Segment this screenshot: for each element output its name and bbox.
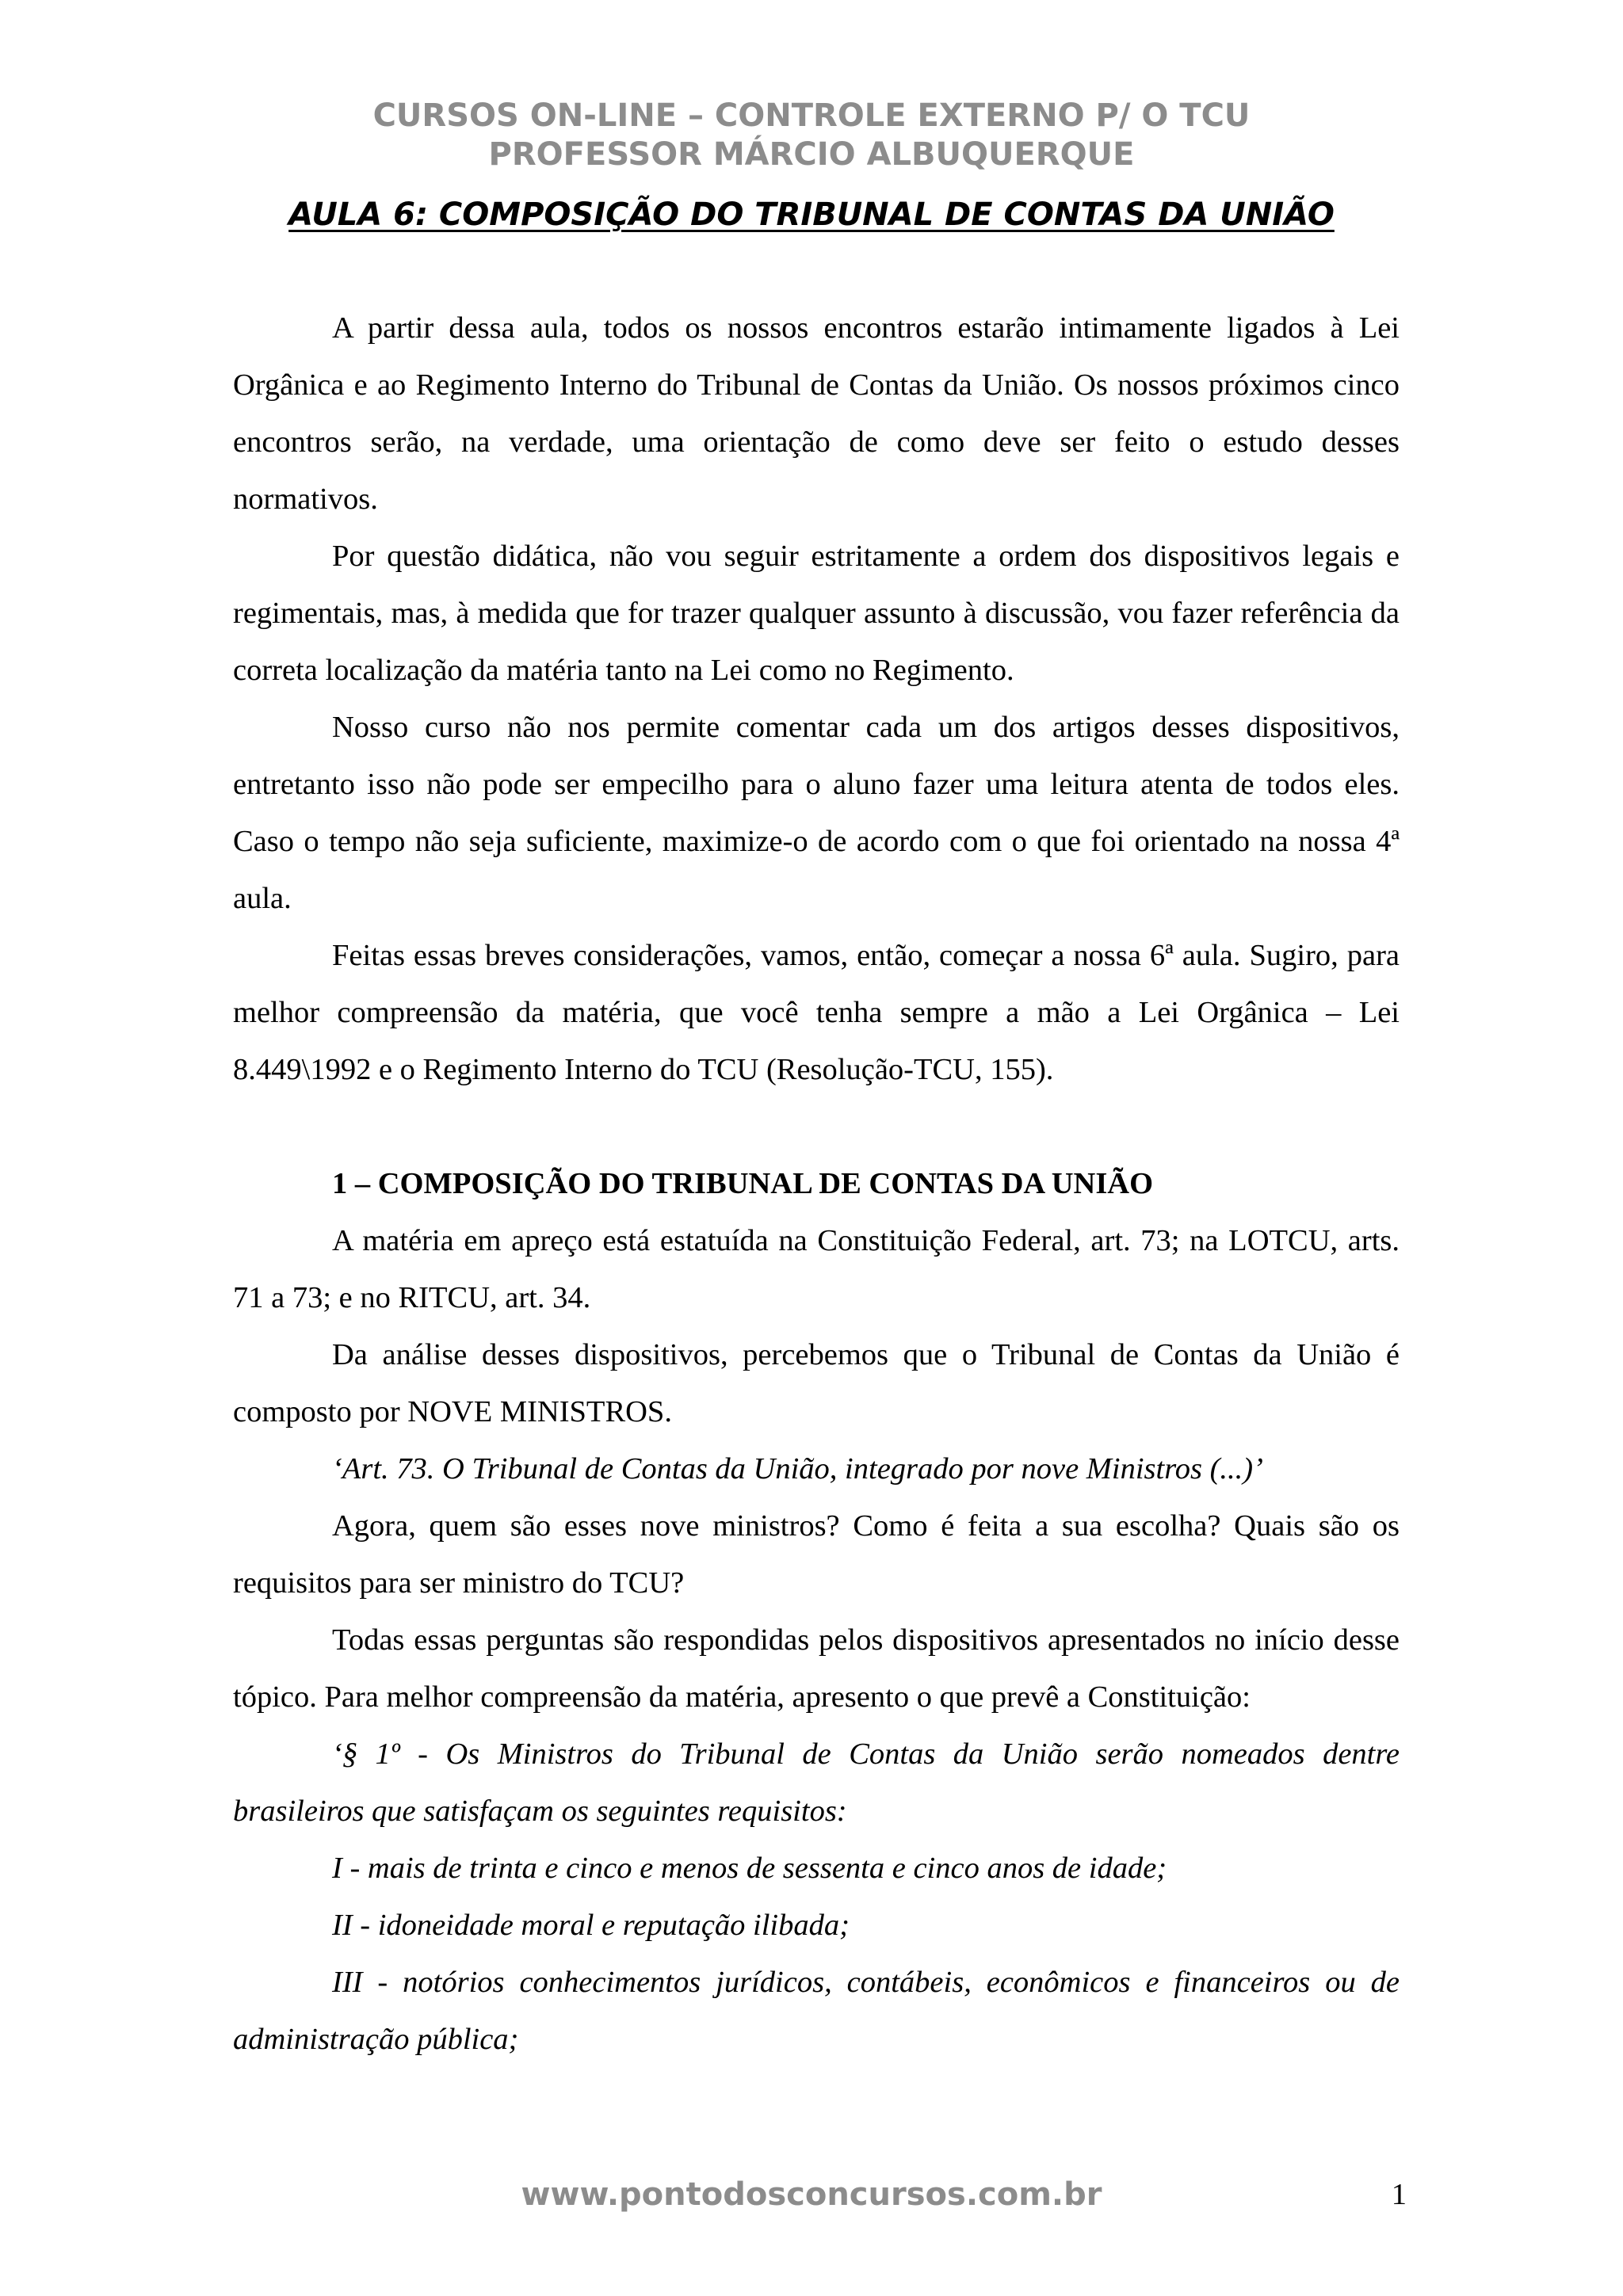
paragraph-didactic: Por questão didática, não vou seguir estritamente a ordem dos dispositivos legais e regimentais, mas, à medida que for trazer qualquer assunto à discussão, vou fazer referência da correta localização da matéria tanto na Lei como no Regimento. — [233, 540, 1400, 687]
paragraph-course: Nosso curso não nos permite comentar cada um dos artigos desses dispositivos, entretanto isso não pode ser empecilho para o aluno fazer uma leitura atenta de todos eles. Caso o tempo não seja suficiente, maximize-o de acordo com o que foi orientado na nossa 4ª aula. — [233, 711, 1400, 915]
paragraph-matter: A matéria em apreço está estatuída na Constituição Federal, art. 73; na LOTCU, arts. 71 a 73; e no RITCU, art. 34. — [233, 1224, 1400, 1314]
page-number: 1 — [1391, 2178, 1407, 2211]
quote-art-73: ‘Art. 73. O Tribunal de Contas da União, integrado por nove Ministros (...)’ — [332, 1452, 1263, 1486]
header-course-line: CURSOS ON-LINE – CONTROLE EXTERNO P/ O TCU — [372, 97, 1251, 134]
paragraph-intro: A partir dessa aula, todos os nossos encontros estarão intimamente ligados à Lei Orgânica e ao Regimento Interno do Tribunal de Contas da União. Os nossos próximos cinco encontros serão, na verdade, uma orientação de como deve ser feito o estudo desses normativos. — [233, 311, 1400, 516]
quote-paragraph-1: ‘§ 1º - Os Ministros do Tribunal de Contas da União serão nomeados dentre brasileiros que satisfaçam os seguintes requisitos: — [233, 1737, 1400, 1828]
requirement-item-2: II - idoneidade moral e reputação ilibada; — [332, 1909, 850, 1942]
requirement-item-3: III - notórios conhecimentos jurídicos, contábeis, econômicos e financeiros ou de administração pública; — [233, 1966, 1400, 2056]
lesson-title: AULA 6: COMPOSIÇÃO DO TRIBUNAL DE CONTAS DA UNIÃO — [288, 196, 1335, 233]
document-body — [233, 299, 1400, 2068]
requirement-item-1: I - mais de trinta e cinco e menos de sessenta e cinco anos de idade; — [332, 1852, 1167, 1885]
footer-website-url: www.pontodosconcursos.com.br — [521, 2176, 1102, 2213]
paragraph-analysis: Da análise desses dispositivos, percebemos que o Tribunal de Contas da União é composto por NOVE MINISTROS. — [233, 1338, 1400, 1428]
paragraph-considerations: Feitas essas breves considerações, vamos, então, começar a nossa 6ª aula. Sugiro, para melhor compreensão da matéria, que você tenha sempre a mão a Lei Orgânica – Lei 8.449\1992 e o Regimento Interno do TCU (Resolução-TCU, 155). — [233, 939, 1400, 1086]
section-heading: 1 – COMPOSIÇÃO DO TRIBUNAL DE CONTAS DA UNIÃO — [332, 1167, 1154, 1200]
header-professor-line: PROFESSOR MÁRCIO ALBUQUERQUE — [488, 136, 1135, 173]
paragraph-answers: Todas essas perguntas são respondidas pelos dispositivos apresentados no início desse tópico. Para melhor compreensão da matéria, apresento o que prevê a Constituição: — [233, 1623, 1400, 1714]
paragraph-questions: Agora, quem são esses nove ministros? Como é feita a sua escolha? Quais são os requisitos para ser ministro do TCU? — [233, 1509, 1400, 1600]
